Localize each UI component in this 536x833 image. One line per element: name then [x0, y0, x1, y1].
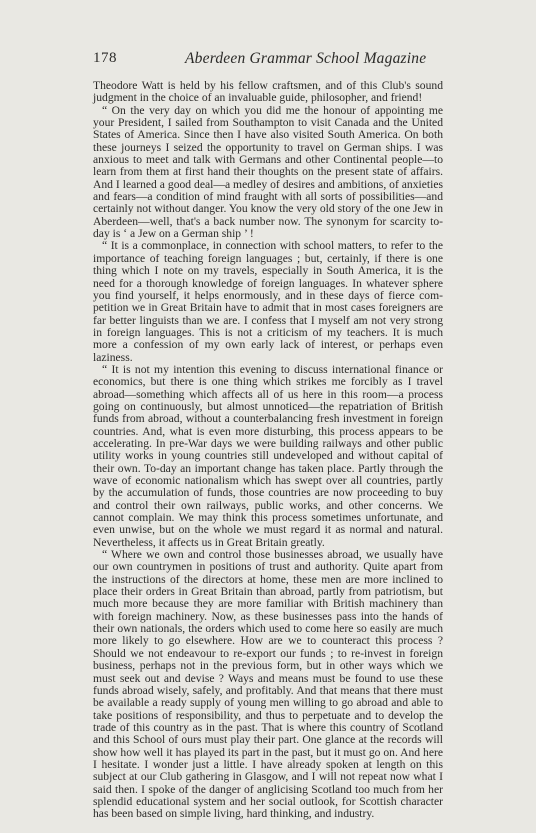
- page-number: 178: [93, 50, 117, 66]
- paragraph: Theodore Watt is held by his fellow craftsmen, and of this Club's sound judgment in the choice of an invaluable guide, philosopher, and friend!: [93, 79, 443, 105]
- paragraph: “ It is a commonplace, in connection with school matters, to refer to the importance of teaching foreign languages ; but, certainly, if there is one thing which I note on my travels, especially in South America, it is the need for a thorough knowledge of foreign languages. In whatever sphere you find yourself, it helps enormously, and in these days of fierce competition we in Great Britain have to admit that in most cases foreigners are far better linguists than we are. I confess that I myself am not very strong in foreign languages. This is not a criticism of my teachers. It is much more a confession of my own early lack of interest, or perhaps even laziness.: [93, 239, 443, 364]
- page-header: [93, 50, 453, 70]
- paragraph: “ On the very day on which you did me the honour of appointing me your President, I sailed from Southampton to visit Canada and the United States of America. Since then I have also visited South America. On both these journeys I seized the opportunity to travel on German ships. I was anxious to meet and talk with Germans and other Continental people—to learn from them at first hand their thoughts on the present state of affairs. And I learned a good deal—a medley of desires and ambitions, of anxieties and fears—a condition of mind fraught with all sorts of possibilities—and certainly not without danger. You know the very old story of the one Jew in Aberdeen—well, that's a back number now. The synonym for scarcity to-day is ‘ a Jew on a German ship ’ !: [93, 103, 443, 241]
- paragraph: “ Where we own and control those businesses abroad, we usually have our own countrymen in positions of trust and authority. Quite apart from the instructions of the directors at home, these men are more inclined to place their orders in Great Britain than abroad, partly from patriotism, but much more because they are more familiar with British machinery than with foreign machinery. Now, as these businesses pass into the hands of their own nationals, the orders which used to come here so easily are much more likely to go elsewhere. How are we to counteract this process ? Should we not endeavour to re-export our funds ; to re-invest in foreign business, perhaps not in the previous form, but in other ways which we must seek out and devise ? Ways and means must be found to use these funds abroad wisely, safely, and profitably. And that means that there must be available a ready supply of young men willing to go abroad and able to take positions of responsibility, and thus to perpetuate and to develop the trade of this country as in the past. That is where this country of Scotland and this School of ours must play their part. One glance at the records will show how well it has played its part in the past, but it must go on. And here I hesitate. I wonder just a little. I have already spoken at length on this subject at our Club gathering in Glasgow, and I will not repeat now what I said then. I spoke of the danger of anglicising Scotland too much from her splendid educational system and her social outlook, for Scottish character has been based on simple living, hard thinking, and industry.: [93, 548, 443, 821]
- running-title: Aberdeen Grammar School Magazine: [185, 50, 427, 67]
- paragraph: “ It is not my intention this evening to discuss international finance or economics, but there is one thing which strikes me forcibly as I travel abroad—something which affects all of us here in this room—a process going on continuously, but almost unnoticed—the repatriation of British funds from abroad, without a counterbalancing fresh investment in foreign countries. And, what is even more disturbing, this process appears to be accelerating. In pre-War days we were building railways and other public utility works in young countries still undeveloped and without capital of their own. To-day an important change has taken place. Partly through the wave of economic nationalism which has swept over all countries, partly by the accumulation of funds, those countries are now proceeding to buy and control their own railways, public works, and other concerns. We cannot complain. We may think this process sometimes unfortunate, and even unwise, but on the whole we must regard it as normal and natural. Nevertheless, it affects us in Great Britain greatly.: [93, 362, 443, 549]
- body-text: [93, 80, 443, 821]
